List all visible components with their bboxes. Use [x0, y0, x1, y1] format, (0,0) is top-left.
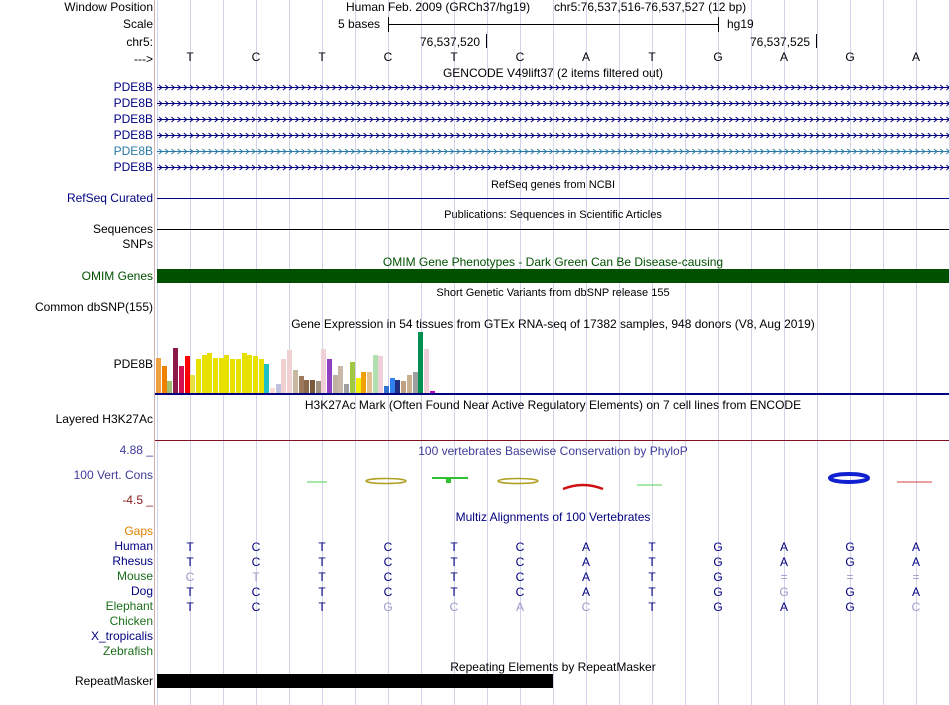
base-letter: T: [186, 50, 194, 64]
species-label[interactable]: Rhesus: [112, 554, 153, 568]
alignment-base: T: [318, 540, 326, 554]
alignment-base: G: [845, 585, 855, 599]
gtex-bar[interactable]: [202, 355, 207, 393]
phylop-mark-c: [366, 479, 406, 484]
publications-title[interactable]: Publications: Sequences in Scientific Articles: [444, 209, 662, 221]
base-letter: C: [383, 50, 393, 64]
scale-tick-right: [718, 17, 719, 32]
gtex-bar[interactable]: [373, 355, 378, 393]
alignment-base: C: [515, 570, 525, 584]
refseq-title[interactable]: RefSeq genes from NCBI: [490, 179, 616, 191]
species-label[interactable]: X_tropicalis: [90, 629, 153, 643]
gencode-transcript-track[interactable]: [157, 100, 949, 106]
omim-label[interactable]: OMIM Genes: [81, 269, 153, 283]
alignment-base: =: [912, 570, 920, 584]
base-letter: A: [911, 50, 920, 64]
alignment-base: G: [713, 600, 723, 614]
window-position-label: Window Position: [64, 0, 153, 14]
gencode-title[interactable]: GENCODE V49lift37 (2 items filtered out): [442, 66, 664, 80]
gtex-bar[interactable]: [350, 362, 355, 393]
alignment-base: C: [911, 600, 921, 614]
gtex-baseline: [155, 393, 949, 395]
gtex-bar[interactable]: [356, 378, 361, 393]
alignment-base: A: [581, 555, 590, 569]
phylop-max: 4.88 _: [119, 443, 153, 457]
alignment-base: G: [713, 540, 723, 554]
gencode-transcript-track[interactable]: [157, 164, 949, 170]
scale-text: 5 bases: [338, 17, 381, 31]
base-letter: C: [515, 50, 525, 64]
gtex-bar[interactable]: [224, 355, 229, 393]
species-label[interactable]: Chicken: [109, 614, 153, 628]
species-label[interactable]: Elephant: [105, 599, 153, 613]
phylop-min: -4.5 _: [122, 493, 153, 507]
gtex-bar[interactable]: [418, 332, 423, 393]
label-separator: [154, 0, 155, 705]
gencode-item-label[interactable]: PDE8B: [113, 160, 153, 174]
phylop-label[interactable]: 100 Vert. Cons: [73, 468, 153, 482]
alignment-base: T: [186, 540, 194, 554]
base-letter: T: [450, 50, 458, 64]
alignment-base: G: [845, 600, 855, 614]
scale-label: Scale: [122, 17, 153, 31]
gencode-item-label[interactable]: PDE8B: [113, 80, 153, 94]
base-letter: G: [713, 50, 723, 64]
gtex-bar[interactable]: [299, 376, 304, 393]
alignment-base: C: [251, 540, 261, 554]
coord-525: 76,537,525: [750, 35, 811, 49]
gtex-bar[interactable]: [287, 350, 292, 393]
scale-bar: [388, 24, 718, 25]
alignment-base: T: [648, 570, 656, 584]
gtex-bar[interactable]: [162, 366, 167, 393]
omim-gene-bar[interactable]: [157, 269, 949, 283]
alignment-base: =: [780, 570, 788, 584]
alignment-base: C: [251, 600, 261, 614]
gtex-bar[interactable]: [378, 356, 383, 393]
publications-track-line: [157, 229, 949, 230]
multiz-title[interactable]: Multiz Alignments of 100 Vertebrates: [455, 510, 651, 524]
gtex-bar[interactable]: [219, 358, 224, 393]
gtex-bar[interactable]: [367, 372, 372, 393]
coord-520-tick: [486, 34, 487, 48]
species-label[interactable]: Human: [114, 539, 153, 553]
phylop-mark-t-stem: [446, 477, 451, 483]
gencode-transcript-track[interactable]: [157, 84, 949, 90]
gtex-bar[interactable]: [167, 381, 172, 393]
h3k27ac-baseline: [155, 440, 949, 441]
alignment-base: A: [779, 555, 788, 569]
alignment-base: C: [383, 540, 393, 554]
alignment-base: T: [318, 570, 326, 584]
gencode-transcript-track[interactable]: [157, 116, 949, 122]
base-letter: A: [581, 50, 590, 64]
publications-label[interactable]: Sequences: [92, 222, 153, 236]
alignment-base: =: [846, 570, 854, 584]
alignment-base: G: [383, 600, 393, 614]
alignment-base: T: [186, 600, 194, 614]
gencode-transcript-track[interactable]: [157, 148, 949, 154]
gtex-bar[interactable]: [327, 359, 332, 393]
alignment-base: T: [450, 570, 458, 584]
omim-title[interactable]: OMIM Gene Phenotypes - Dark Green Can Be Disease-causing: [382, 255, 724, 269]
base-letter: T: [648, 50, 656, 64]
gtex-bar[interactable]: [196, 359, 201, 393]
gtex-bar[interactable]: [236, 359, 241, 393]
alignment-base: C: [251, 585, 261, 599]
repeatmasker-label[interactable]: RepeatMasker: [74, 674, 153, 688]
alignment-base: T: [252, 570, 260, 584]
alignment-base: G: [713, 585, 723, 599]
gtex-bar[interactable]: [316, 381, 321, 393]
gtex-bar[interactable]: [304, 380, 309, 393]
phylop-mark-c2: [498, 479, 538, 484]
dbsnp-title[interactable]: Short Genetic Variants from dbSNP release 155: [436, 287, 670, 299]
alignment-base: T: [648, 555, 656, 569]
gtex-bar[interactable]: [321, 349, 326, 393]
gtex-bar[interactable]: [361, 372, 366, 393]
alignment-base: C: [383, 570, 393, 584]
gtex-bar[interactable]: [344, 384, 349, 393]
gtex-bar[interactable]: [190, 375, 195, 393]
base-letter: T: [318, 50, 326, 64]
gtex-bar[interactable]: [281, 359, 286, 393]
gtex-bar[interactable]: [413, 372, 418, 393]
gtex-bar[interactable]: [384, 386, 389, 393]
gencode-item-label[interactable]: PDE8B: [113, 96, 153, 110]
refseq-track-line: [157, 198, 949, 199]
gtex-bar[interactable]: [179, 366, 184, 393]
gtex-bar[interactable]: [259, 359, 264, 393]
alignment-base: A: [779, 540, 788, 554]
gtex-bar[interactable]: [242, 353, 247, 393]
alignment-base: C: [383, 555, 393, 569]
coord-525-tick: [816, 34, 817, 48]
alignment-base: A: [779, 600, 788, 614]
repeatmasker-title[interactable]: Repeating Elements by RepeatMasker: [450, 660, 656, 674]
alignment-base: G: [779, 585, 789, 599]
phylop-title[interactable]: 100 vertebrates Basewise Conservation by PhyloP: [418, 444, 688, 458]
gtex-bar[interactable]: [390, 378, 395, 393]
base-letter: G: [845, 50, 855, 64]
scale-db: hg19: [727, 17, 754, 31]
gtex-bar[interactable]: [213, 358, 218, 393]
alignment-base: T: [648, 600, 656, 614]
gencode-item-label[interactable]: PDE8B: [113, 112, 153, 126]
species-label[interactable]: Dog: [130, 584, 153, 598]
alignment-base: T: [318, 555, 326, 569]
gtex-bar[interactable]: [185, 356, 190, 393]
phylop-logo[interactable]: [157, 470, 949, 492]
alignment-base: C: [449, 600, 459, 614]
gtex-bar[interactable]: [424, 349, 429, 393]
alignment-base: T: [648, 540, 656, 554]
gencode-item-label[interactable]: PDE8B: [113, 128, 153, 142]
base-letter: C: [251, 50, 261, 64]
gtex-title[interactable]: Gene Expression in 54 tissues from GTEx RNA-seq of 17382 samples, 948 donors (V8, Aug 2019): [291, 317, 815, 331]
repeatmasker-bar[interactable]: [157, 674, 553, 688]
alignment-base: A: [911, 540, 920, 554]
h3k27ac-label[interactable]: Layered H3K27Ac: [55, 412, 153, 426]
gtex-bar[interactable]: [338, 366, 343, 393]
gtex-bar[interactable]: [253, 356, 258, 393]
base-letter: A: [779, 50, 788, 64]
alignment-base: T: [318, 585, 326, 599]
alignment-base: C: [515, 555, 525, 569]
chr-label: chr5:: [126, 35, 153, 49]
gtex-bar[interactable]: [156, 358, 161, 393]
gtex-bar[interactable]: [247, 355, 252, 393]
alignment-base: C: [185, 570, 195, 584]
h3k27ac-title[interactable]: H3K27Ac Mark (Often Found Near Active Regulatory Elements) on 7 cell lines from ENCODE: [304, 398, 802, 412]
snps-label[interactable]: SNPs: [122, 237, 153, 251]
gaps-label[interactable]: Gaps: [124, 524, 153, 538]
alignment-base: C: [251, 555, 261, 569]
alignment-base: T: [450, 540, 458, 554]
alignment-base: G: [713, 555, 723, 569]
gtex-bar[interactable]: [395, 380, 400, 393]
gtex-bar[interactable]: [276, 384, 281, 393]
alignment-base: G: [845, 540, 855, 554]
alignment-base: T: [450, 585, 458, 599]
alignment-base: C: [581, 600, 591, 614]
alignment-base: T: [186, 555, 194, 569]
gtex-bar[interactable]: [207, 353, 212, 393]
alignment-base: T: [450, 555, 458, 569]
alignment-base: C: [383, 585, 393, 599]
gtex-bar[interactable]: [173, 348, 178, 393]
gtex-bar[interactable]: [310, 380, 315, 393]
alignment-base: A: [581, 570, 590, 584]
alignment-base: A: [911, 555, 920, 569]
phylop-mark-g: [830, 474, 868, 482]
alignment-base: G: [845, 555, 855, 569]
gencode-item-label[interactable]: PDE8B: [113, 144, 153, 158]
assembly-title: Human Feb. 2009 (GRCh37/hg19): [346, 0, 531, 14]
strand-label: --->: [134, 52, 153, 66]
alignment-base: A: [911, 585, 920, 599]
refseq-label[interactable]: RefSeq Curated: [66, 191, 153, 205]
coord-520: 76,537,520: [420, 35, 481, 49]
alignment-base: A: [515, 600, 524, 614]
gtex-bar[interactable]: [401, 381, 406, 393]
dbsnp-label[interactable]: Common dbSNP(155): [34, 300, 153, 314]
gtex-bar[interactable]: [264, 364, 269, 393]
gencode-transcript-track[interactable]: [157, 132, 949, 138]
gtex-bar[interactable]: [293, 370, 298, 393]
species-label[interactable]: Zebrafish: [102, 644, 153, 658]
gtex-bar[interactable]: [230, 359, 235, 393]
alignment-base: C: [515, 540, 525, 554]
gtex-bar[interactable]: [407, 375, 412, 393]
species-label[interactable]: Mouse: [116, 569, 153, 583]
alignment-base: T: [318, 600, 326, 614]
phylop-mark-a: [563, 485, 603, 489]
gtex-label[interactable]: PDE8B: [113, 357, 153, 371]
alignment-base: G: [713, 570, 723, 584]
alignment-base: C: [515, 585, 525, 599]
alignment-base: T: [186, 585, 194, 599]
gtex-bar[interactable]: [333, 375, 338, 393]
alignment-base: T: [648, 585, 656, 599]
alignment-base: A: [581, 585, 590, 599]
alignment-base: A: [581, 540, 590, 554]
position-title: chr5:76,537,516-76,537,527 (12 bp): [554, 0, 747, 14]
